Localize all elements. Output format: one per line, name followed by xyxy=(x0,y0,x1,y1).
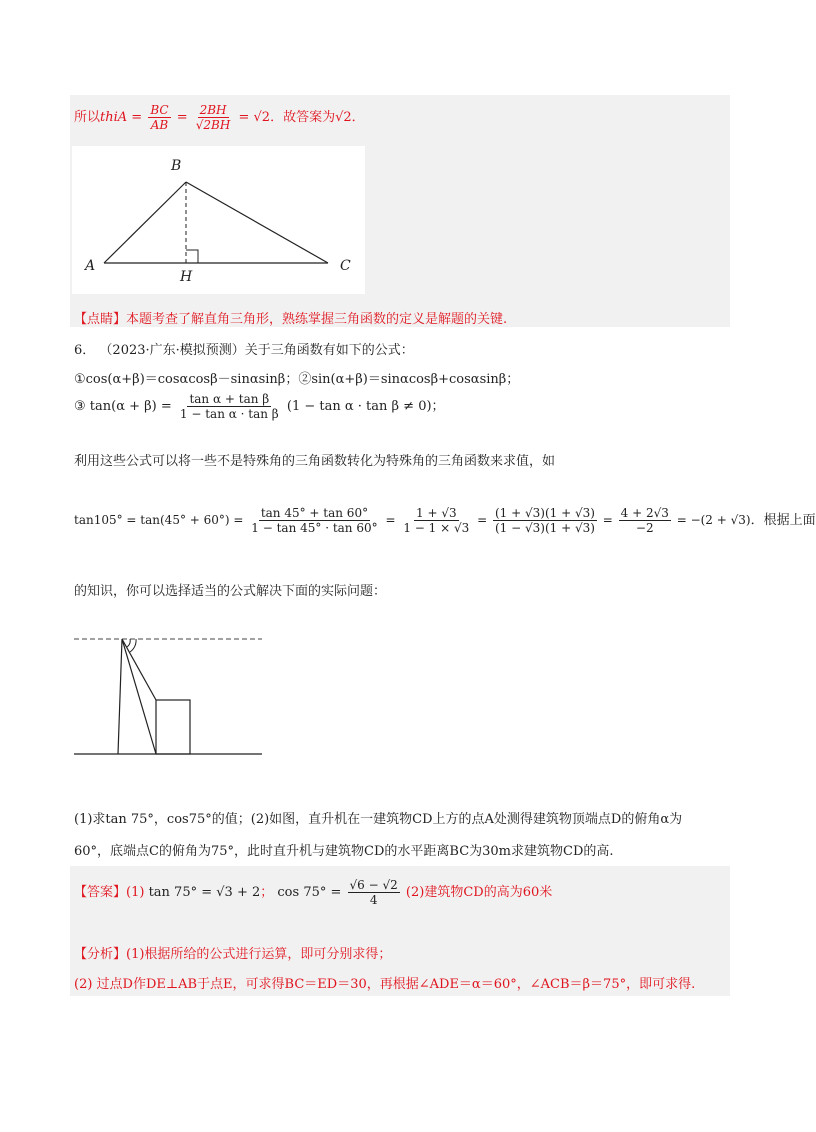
example-frac-4: $\frac{4 + 2√3}{-2}$ xyxy=(620,506,669,535)
answer-value: √2 xyxy=(335,110,352,125)
answer-part2: (2)建筑物CD的高为60米 xyxy=(405,885,553,900)
formula3-fraction: $\frac{\text{tan α + tan β}}{\text{1 − tan α · tan β}}$ xyxy=(179,392,279,421)
segment-bc xyxy=(186,182,328,263)
analysis-line-1: 【分析】(1)根据所给的公式进行运算，即可分别求得； xyxy=(74,947,392,962)
answer-tan75: tan 75° = √3 + 2 xyxy=(148,885,261,900)
task-line-1: (1)求tan 75°，cos75°的值；(2)如图，直升机在一建筑物CD上方的点A处测得建筑物顶端点D的俯角α为 xyxy=(74,812,683,827)
comment-prev: 【点睛】本题考查了解直角三角形，熟练掌握三角函数的定义是解题的关键. xyxy=(74,312,508,327)
answer-suffix: ．故答案为 xyxy=(270,110,336,125)
example-frac-1: $\frac{\tan 45^\circ + \tan 60^\circ}{1 - \tan 45^\circ \cdot \tan 60^\circ}$ xyxy=(251,506,378,535)
question-source: （2023·广东·模拟预测） xyxy=(99,343,245,358)
fraction-bc-ab: $\frac{BC}{AB}$ xyxy=(150,103,169,132)
figure-triangle xyxy=(72,146,365,294)
question-intro: 关于三角函数有如下的公式： xyxy=(244,343,414,358)
q6-header xyxy=(74,339,414,358)
label-h: H xyxy=(180,269,193,285)
angle-arc-beta xyxy=(130,639,136,652)
answer-cos75-fraction: $\frac{√6 - √2}{4}$ xyxy=(349,878,398,907)
segment-ab xyxy=(118,639,122,754)
segment-ab xyxy=(104,182,186,263)
example-equation: tan105° = tan(45° + 60°) = $\frac{\tan 45^\circ + \tan 60^\circ}{1 - \tan 45^\circ \cdot \tan 60^\circ}$ = $\frac{1 + √3}{1 - 1 \times √3}$ = $\frac{(1 + √3)(1 + √3)}{(1 - √3)(1 + √3)}$ = $\frac{4 + 2√3}{-2}$ = −(2 + √3)．根据上面 xyxy=(74,506,816,535)
triangle-diagram xyxy=(72,146,365,294)
label-c: C xyxy=(340,258,351,274)
label-a: A xyxy=(85,258,96,274)
example-frac-3: $\frac{(1 + √3)(1 + √3)}{(1 - √3)(1 + √3)}$ xyxy=(494,506,595,535)
formula-3: ③ tan(α + β) = $\frac{\text{tan α + tan β}}{\text{1 − tan α · tan β}}$ (1 − tan α · tan β ≠ 0)； xyxy=(74,392,445,421)
building-cd xyxy=(156,700,190,754)
paragraph-1: 利用这些公式可以将一些不是特殊角的三角函数转化为特殊角的三角函数来求值，如 xyxy=(74,454,556,469)
answer-prefix: 所以 xyxy=(74,110,101,125)
segment-ad xyxy=(122,639,156,700)
answer-line: 【答案】(1) tan 75° = √3 + 2； cos 75° = $\frac{√6 - √2}{4}$ (2)建筑物CD的高为60米 xyxy=(74,878,553,907)
answer-conclusion-line: 所以thiA = $\frac{BC}{AB}$ = $\frac{2BH}{√2BH}$ = √2．故答案为√2． xyxy=(74,103,365,132)
label-b: B xyxy=(171,158,182,174)
fraction-2bh: $\frac{2BH}{√2BH}$ xyxy=(195,103,231,132)
angle-arc-alpha xyxy=(127,639,130,647)
right-angle-mark xyxy=(186,250,198,263)
task-line-2: 60°，底端点C的俯角为75°，此时直升机与建筑物CD的水平距离BC为30m求建筑物CD的高. xyxy=(74,844,614,859)
answer-result: √2 xyxy=(253,110,271,125)
example-frac-2: $\frac{1 + √3}{1 - 1 \times √3}$ xyxy=(403,506,470,535)
answer-tag: 【答案】 xyxy=(74,885,127,900)
paragraph-2: 的知识，你可以选择适当的公式解决下面的实际问题： xyxy=(74,584,387,599)
formula-1-2: ①cos(α+β)＝cosαcosβ－sinαsinβ；②sin(α+β)＝sinαcosβ+cosαsinβ； xyxy=(74,372,520,387)
analysis-line-2: (2) 过点D作DE⊥AB于点E，可求得BC＝ED＝30，再根据∠ADE＝α＝60°，∠ACB＝β＝75°，即可求得. xyxy=(74,977,696,992)
answer-func: thiA xyxy=(100,110,128,125)
segment-ac xyxy=(122,639,156,754)
figure-helicopter xyxy=(72,618,268,778)
helicopter-diagram xyxy=(72,618,268,778)
question-number: 6． xyxy=(74,343,96,358)
